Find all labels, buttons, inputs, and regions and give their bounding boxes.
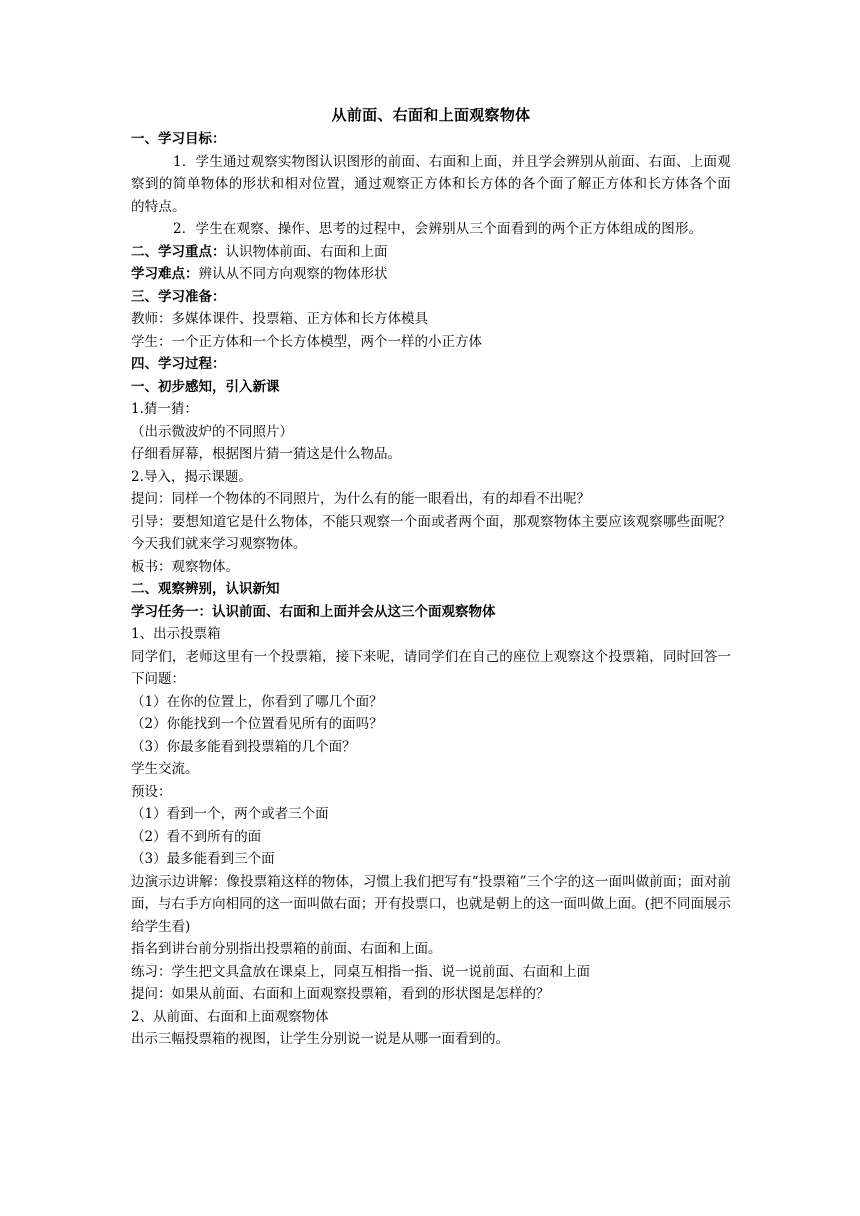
difficulty-label: 学习难点： [131,266,199,282]
section-preparation-heading: 三、学习准备： [131,288,226,305]
task1-line-4: 预设： [131,783,172,800]
task1-question-2: （2）你能找到一个位置看见所有的面吗？ [131,716,383,732]
difficulty-text: 辨认从不同方向观察的物体形状 [198,266,388,282]
part1-line-4: 2.导入，揭示课题。 [131,468,252,485]
task1-line-3: 学生交流。 [131,761,199,777]
difficulty-line [131,263,731,286]
part1-line-6: 引导：要想知道它是什么物体，不能只观察一个面或者两个面，那观察物体主要应该观察哪些面呢？今天我们就来学习观察物体。 [131,513,731,552]
task1-line-1: 1、出示投票箱 [131,626,221,642]
task1-line-2: 同学们，老师这里有一个投票箱，接下来呢，请同学们在自己的座位上观察这个投票箱，同时回答一下问题： [131,648,731,687]
task1-answer-2: （2）看不到所有的面 [131,828,262,845]
task1-question-3: （3）你最多能看到投票箱的几个面？ [131,738,356,755]
part1-line-3: 仔细看屏幕，根据图片猜一猜这是什么物品。 [131,446,401,462]
task2-line-1: 2、从前面、右面和上面观察物体 [131,1008,329,1025]
task1-line-8: 提问：如果从前面、右面和上面观察投票箱，看到的形状图是怎样的？ [131,986,550,1002]
part1-line-2: （出示微波炉的不同照片） [131,423,293,440]
part2-heading: 二、观察辨别，认识新知 [131,581,280,597]
task1-line-5: 边演示边讲解：像投票箱这样的物体，习惯上我们把写有“投票箱”三个字的这一面叫做前面；面对前面，与右手方向相同的这一面叫做右面；开有投票口，也就是朝上的这一面叫做上面。(把不同面展示给学生看) [131,873,731,935]
key-point-text: 认识物体前面、右面和上面 [225,243,388,260]
part1-line-5: 提问：同样一个物体的不同照片，为什么有的能一眼看出，有的却看不出呢？ [131,491,590,507]
prep-teacher: 教师：多媒体课件、投票箱、正方体和长方体模具 [131,311,428,327]
part1-heading: 一、初步感知，引入新课 [131,378,280,395]
task1-question-1: （1）在你的位置上，你看到了哪几个面？ [131,693,383,710]
task1-line-7: 练习：学生把文具盒放在课桌上，同桌互相指一指、说一说前面、右面和上面 [131,963,590,980]
goal-1: 1．学生通过观察实物图认识图形的前面、右面和上面，并且学会辨别从前面、右面、上面观察到的简单物体的形状和相对位置，通过观察正方体和长方体的各个面了解正方体和长方体各个面的特点。 [131,153,731,215]
task2-line-2: 出示三幅投票箱的视图，让学生分别说一说是从哪一面看到的。 [131,1031,509,1047]
document-content [131,104,731,1051]
part1-line-7: 板书：观察物体。 [131,558,239,575]
key-point-line [131,241,731,264]
key-point-label: 二、学习重点： [131,243,226,260]
task1-answer-1: （1）看到一个，两个或者三个面 [131,806,329,822]
part1-line-1: 1.猜一猜： [131,401,198,417]
prep-student: 学生：一个正方体和一个长方体模型，两个一样的小正方体 [131,333,482,350]
task1-heading: 学习任务一：认识前面、右面和上面并会从这三个面观察物体 [131,603,496,620]
goal-2: 2．学生在观察、操作、思考的过程中，会辨别从三个面看到的两个正方体组成的图形。 [173,221,703,237]
section-learning-goals-heading: 一、学习目标： [131,131,226,147]
document-title: 从前面、右面和上面观察物体 [331,106,531,124]
task1-line-6: 指名到讲台前分别指出投票箱的前面、右面和上面。 [131,941,442,957]
task1-answer-3: （3）最多能看到三个面 [131,851,275,867]
section-process-heading: 四、学习过程： [131,356,226,372]
